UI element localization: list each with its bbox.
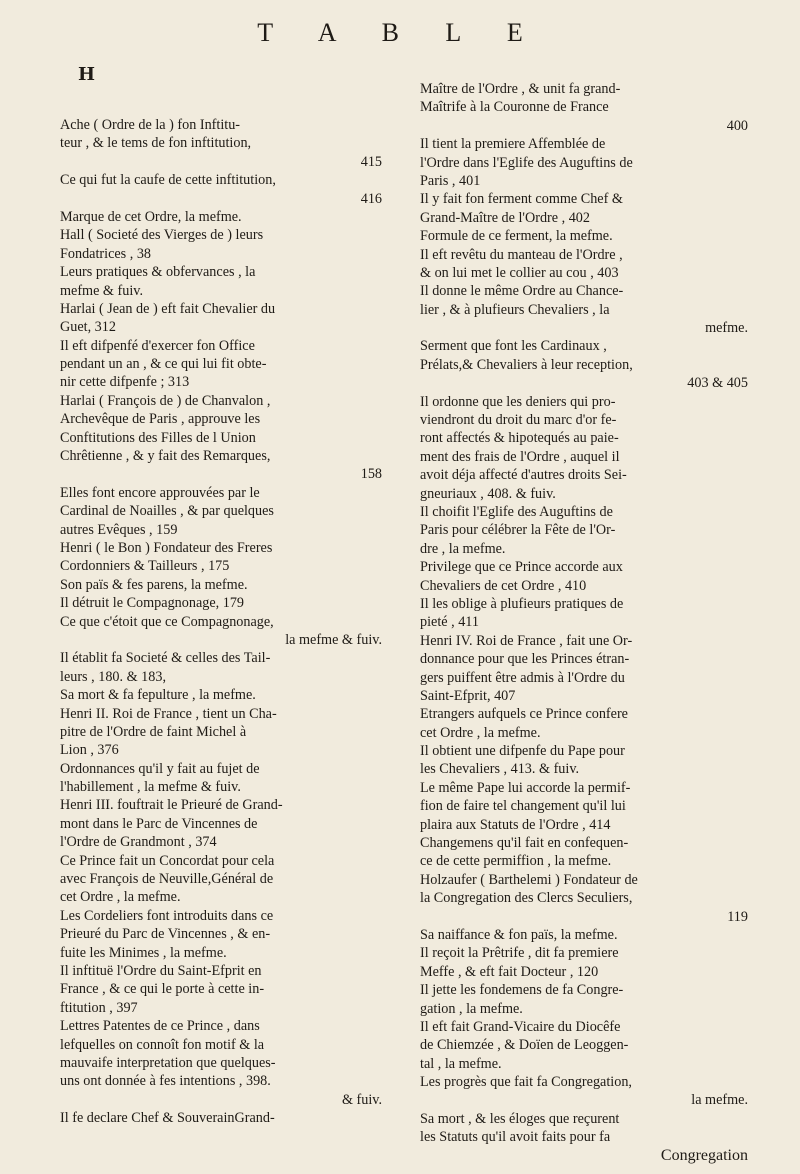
index-line: de Chiemzée , & Doïen de Leoggen- bbox=[420, 1037, 629, 1054]
section-letter: H bbox=[78, 64, 96, 85]
index-line: 158 bbox=[360, 466, 382, 483]
index-line: Prieuré du Parc de Vincennes , & en- bbox=[60, 926, 271, 943]
index-line: dre , la mefme. bbox=[420, 540, 506, 557]
index-line: Ordonnances qu'il y fait au fujet de bbox=[60, 760, 260, 777]
index-line: l'habillement , la mefme & fuiv. bbox=[60, 779, 241, 796]
index-line: Meffe , & eft fait Docteur , 120 bbox=[420, 963, 599, 980]
index-line: Ache ( Ordre de la ) fon Inftitu- bbox=[60, 117, 241, 133]
index-line: avec François de Neuville,Général de bbox=[60, 871, 274, 888]
index-line: Etrangers aufquels ce Prince confere bbox=[420, 706, 628, 723]
index-line: Cordonniers & Tailleurs , 175 bbox=[60, 558, 230, 575]
index-line: Grand-Maître de l'Ordre , 402 bbox=[420, 209, 590, 226]
index-line: fion de faire tel changement qu'il lui bbox=[420, 798, 626, 815]
index-line: viendront du droit du marc d'or fe- bbox=[420, 412, 617, 429]
index-line: Leurs pratiques & obfervances , la bbox=[60, 264, 256, 281]
index-line: avoit déja affecté d'autres droits Sei- bbox=[420, 467, 627, 484]
index-line: Sa mort , & les éloges que reçurent bbox=[420, 1110, 620, 1127]
index-line: Ce Prince fait un Concordat pour cela bbox=[60, 852, 275, 869]
index-line: Il eft fait Grand-Vicaire du Diocêfe bbox=[420, 1018, 621, 1035]
index-line: mauvaife interpretation que quelques- bbox=[60, 1054, 276, 1071]
index-line: tal , la mefme. bbox=[420, 1055, 502, 1072]
left-column bbox=[60, 116, 382, 1127]
index-line: la mefme. bbox=[691, 1092, 748, 1109]
index-line: lefquelles on connoît fon motif & la bbox=[60, 1036, 265, 1053]
index-line: & fuiv. bbox=[341, 1091, 382, 1108]
index-line: mont dans le Parc de Vincennes de bbox=[60, 815, 258, 832]
index-line: Il reçoit la Prêtrife , dit fa premiere bbox=[420, 945, 619, 962]
index-line: gation , la mefme. bbox=[420, 1000, 523, 1017]
right-column bbox=[420, 80, 748, 1165]
index-line: Hall ( Societé des Vierges de ) leurs bbox=[60, 227, 264, 244]
index-line: Paris , 401 bbox=[420, 172, 481, 189]
index-line: Son païs & fes parens, la mefme. bbox=[60, 576, 248, 593]
index-line: Privilege que ce Prince accorde aux bbox=[420, 559, 623, 576]
index-line: Chevaliers de cet Ordre , 410 bbox=[420, 577, 587, 594]
index-line: Cardinal de Noailles , & par quelques bbox=[60, 503, 274, 520]
index-line: Archevêque de Paris , approuve les bbox=[60, 411, 261, 428]
index-line: Harlai ( Jean de ) eft fait Chevalier du bbox=[60, 300, 276, 317]
index-line: Chrêtienne , & y fait des Remarques, bbox=[60, 448, 271, 465]
index-line: Il fe declare Chef & SouverainGrand- bbox=[60, 1110, 275, 1127]
index-line: Il obtient une difpenfe du Pape pour bbox=[420, 743, 625, 760]
index-line: pendant un an , & ce qui lui fit obte- bbox=[60, 356, 267, 373]
index-line: Sa naiffance & fon païs, la mefme. bbox=[420, 926, 618, 943]
index-line: Congregation bbox=[660, 1146, 748, 1164]
index-line: mefme. bbox=[705, 320, 748, 337]
index-line: Ce que c'étoit que ce Compagnonage, bbox=[60, 613, 274, 630]
index-line: Il détruit le Compagnonage, 179 bbox=[60, 595, 245, 612]
index-line: Guet, 312 bbox=[60, 319, 116, 336]
index-line: ment des frais de l'Ordre , auquel il bbox=[420, 448, 620, 465]
index-line: Il établit fa Societé & celles des Tail- bbox=[60, 650, 271, 667]
index-line: autres Evêques , 159 bbox=[60, 521, 178, 538]
index-line: la mefme & fuiv. bbox=[285, 631, 382, 648]
index-line: Il tient la premiere Affemblée de bbox=[420, 136, 606, 153]
index-line: ce de cette permiffion , la mefme. bbox=[420, 853, 612, 870]
index-line: Saint-Efprit, 407 bbox=[420, 687, 516, 704]
index-line: Il les oblige à plufieurs pratiques de bbox=[420, 595, 624, 612]
index-line: 416 bbox=[360, 190, 382, 207]
index-line: ftitution , 397 bbox=[60, 999, 138, 1016]
index-line: Il y fait fon ferment comme Chef & bbox=[420, 191, 623, 208]
index-line: ront affectés & hipotequés au paie- bbox=[420, 430, 619, 447]
index-line: uns ont donnée à fes intentions , 398. bbox=[60, 1073, 271, 1090]
index-line: Holzaufer ( Barthelemi ) Fondateur de bbox=[420, 871, 638, 888]
index-line: Henri III. fouftrait le Prieuré de Grand- bbox=[60, 797, 283, 814]
index-line: Ce qui fut la caufe de cette inftitution, bbox=[60, 172, 276, 189]
index-line: mefme & fuiv. bbox=[60, 282, 143, 299]
index-line: Il ordonne que les deniers qui pro- bbox=[420, 393, 616, 410]
index-line: Marque de cet Ordre, la mefme. bbox=[60, 208, 242, 225]
index-line: 119 bbox=[727, 908, 748, 925]
index-line: Harlai ( François de ) de Chanvalon , bbox=[60, 392, 271, 409]
index-line: Il inftituë l'Ordre du Saint-Efprit en bbox=[60, 962, 262, 979]
index-line: Fondatrices , 38 bbox=[60, 245, 152, 262]
index-line: Elles font encore approuvées par le bbox=[60, 484, 260, 501]
index-line: 415 bbox=[360, 153, 382, 170]
index-line: les Statuts qu'il avoit faits pour fa bbox=[420, 1129, 611, 1146]
index-line: gers puiffent être admis à l'Ordre du bbox=[420, 669, 625, 686]
index-line: Il donne le même Ordre au Chance- bbox=[420, 283, 624, 300]
index-line: Henri II. Roi de France , tient un Cha- bbox=[60, 705, 277, 722]
index-line: Les progrès que fait fa Congregation, bbox=[420, 1074, 632, 1091]
index-line: leurs , 180. & 183, bbox=[60, 668, 167, 685]
index-line: donnance pour que les Princes étran- bbox=[420, 651, 630, 668]
index-line: Paris pour célébrer la Fête de l'Or- bbox=[420, 522, 616, 539]
index-line: Sa mort & fa fepulture , la mefme. bbox=[60, 687, 256, 704]
index-line: Il choifit l'Eglife des Auguftins de bbox=[420, 503, 613, 520]
index-line: 403 & 405 bbox=[687, 375, 748, 392]
index-line: cet Ordre , la mefme. bbox=[420, 724, 541, 741]
index-line: pitre de l'Ordre de faint Michel à bbox=[60, 723, 247, 740]
index-line: Les Cordeliers font introduits dans ce bbox=[60, 907, 274, 924]
index-line: lier , & à plufieurs Chevaliers , la bbox=[420, 301, 610, 318]
index-line: Maître de l'Ordre , & unit fa grand- bbox=[420, 81, 621, 97]
index-line: Le même Pape lui accorde la permif- bbox=[420, 779, 631, 796]
index-line: Lion , 376 bbox=[60, 742, 119, 759]
page-header: T A B L E bbox=[257, 18, 543, 47]
index-line: la Congregation des Clercs Seculiers, bbox=[420, 890, 633, 907]
index-line: Il jette les fondemens de fa Congre- bbox=[420, 982, 624, 999]
index-line: Henri ( le Bon ) Fondateur des Freres bbox=[60, 539, 273, 556]
index-line: France , & ce qui le porte à cette in- bbox=[60, 981, 265, 998]
index-line: les Chevaliers , 413. & fuiv. bbox=[420, 761, 580, 778]
index-line: gneuriaux , 408. & fuiv. bbox=[420, 485, 556, 502]
index-line: nir cette difpenfe ; 313 bbox=[60, 374, 190, 391]
index-line: Il eft difpenfé d'exercer fon Office bbox=[60, 337, 255, 354]
index-line: Formule de ce ferment, la mefme. bbox=[420, 228, 613, 245]
index-line: Serment que font les Cardinaux , bbox=[420, 338, 607, 355]
index-line: Lettres Patentes de ce Prince , dans bbox=[60, 1018, 260, 1035]
index-line: l'Ordre de Grandmont , 374 bbox=[60, 834, 217, 851]
index-line: pieté , 411 bbox=[420, 614, 479, 631]
index-line: Conftitutions des Filles de l Union bbox=[60, 429, 256, 446]
index-line: Maîtrife à la Couronne de France bbox=[420, 99, 609, 116]
index-line: teur , & le tems de fon inftitution, bbox=[60, 135, 252, 152]
index-line: plaira aux Statuts de l'Ordre , 414 bbox=[420, 816, 611, 833]
index-line: Changemens qu'il fait en confequen- bbox=[420, 835, 629, 852]
index-line: 400 bbox=[726, 117, 748, 134]
index-line: Henri IV. Roi de France , fait une Or- bbox=[420, 632, 633, 649]
index-line: & on lui met le collier au cou , 403 bbox=[420, 264, 619, 281]
index-line: Il eft revêtu du manteau de l'Ordre , bbox=[420, 246, 623, 263]
index-line: l'Ordre dans l'Eglife des Auguftins de bbox=[420, 154, 633, 171]
index-line: fuite les Minimes , la mefme. bbox=[60, 944, 227, 961]
index-line: Prélats,& Chevaliers à leur reception, bbox=[420, 356, 633, 373]
index-line: cet Ordre , la mefme. bbox=[60, 889, 181, 906]
